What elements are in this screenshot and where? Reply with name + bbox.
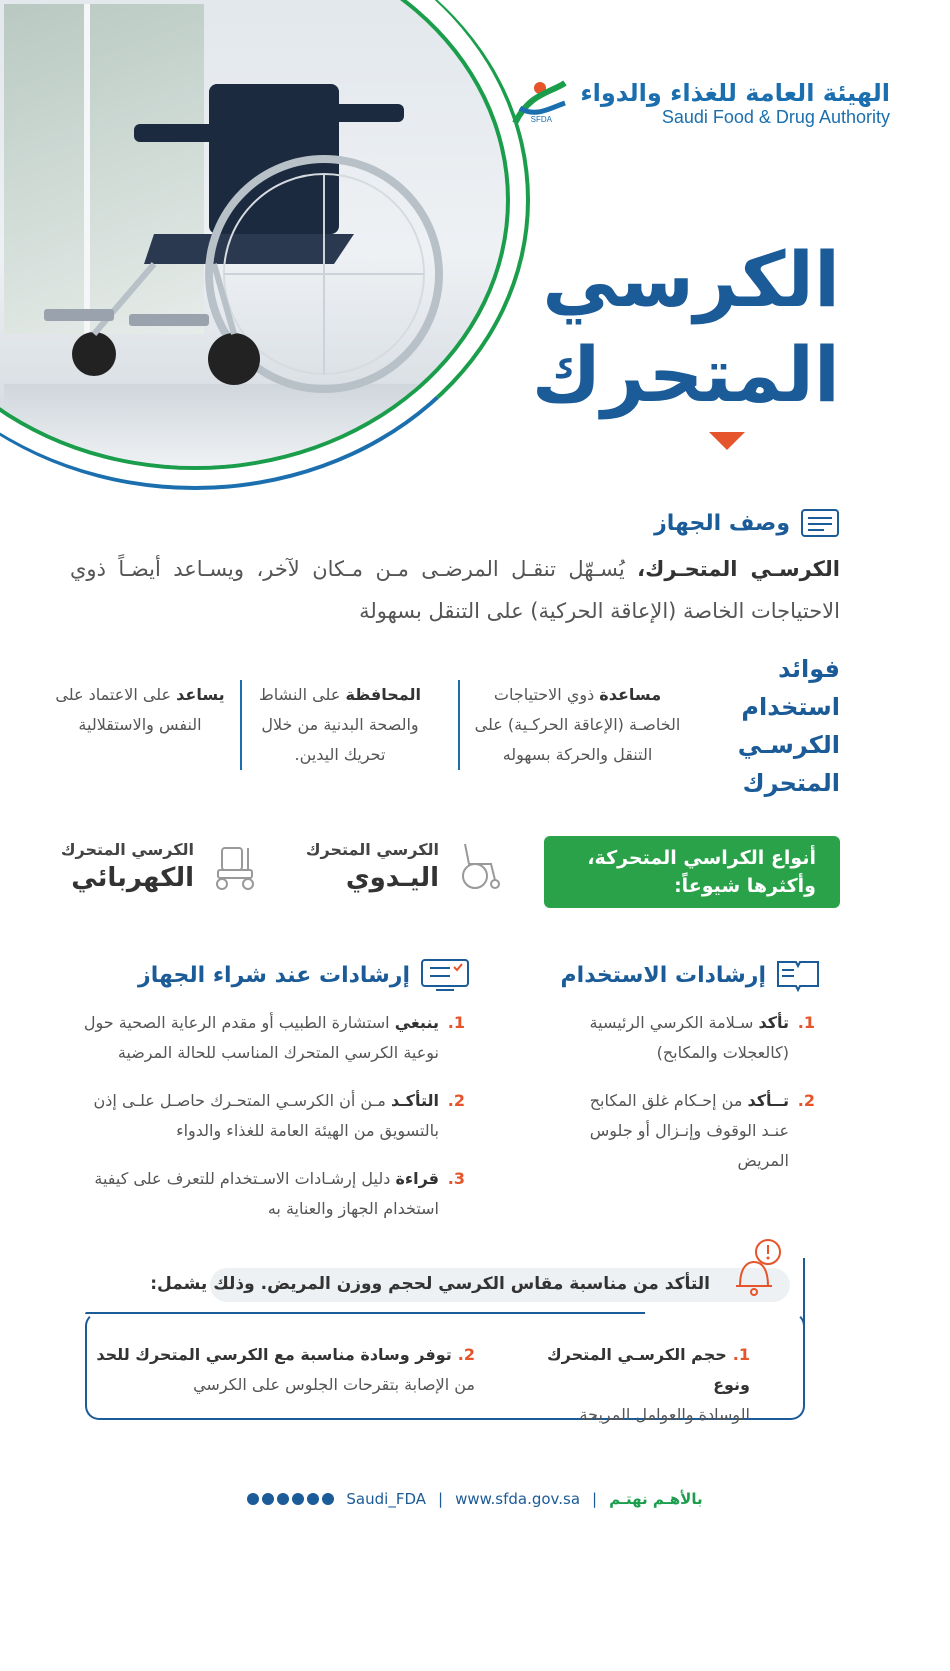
purchase-list [65,1008,465,1242]
logo-english-name: Saudi Food & Drug Authority [661,106,890,127]
fit-note-text: التأكد من مناسبة مقاس الكرسي لحجم ووزن المريض. وذلك يشمل: [150,1274,710,1294]
title-triangle-marker [709,432,745,450]
instagram-icon[interactable] [277,1493,289,1505]
hero-photo [0,0,510,470]
youtube-icon[interactable] [262,1493,274,1505]
twitter-icon[interactable] [307,1493,319,1505]
svg-text:SFDA: SFDA [531,115,553,124]
purchase-heading [138,958,470,992]
sfda-logo [510,78,890,128]
benefit-divider [458,680,460,770]
footer-separator: | [438,1490,444,1508]
page-title-line1: الكرسي [542,235,840,324]
usage-list [565,1008,815,1194]
logo-arabic-name: الهيئة العامة للغذاء والدواء [580,78,890,107]
wheelchair-types-box [544,836,840,908]
page-title-line2: المتحرك [531,330,840,419]
fit-note-frame-right [803,1258,805,1328]
usage-heading [561,958,820,992]
list-item: 2. تــأكد من إحـكام غلق المكابح عنـد الوقوف وإنـزال أو جلوس المريض [589,1091,815,1170]
description-text [70,548,840,632]
type-electric-name: الكهربائي [71,863,194,893]
list-item: 3. قراءة دليل إرشـادات الاسـتخدام للتعرف على كيفية استخدام الجهاز والعناية به [94,1169,465,1218]
types-heading-line2: وأكثرها شيوعاً: [674,875,816,897]
benefits-title: فوائد استخدام الكرسـي المتحرك [737,655,840,797]
list-item: 2. التأكـد مـن أن الكرسـي المتحـرك حاصـل علـى إذن بالتسويق من الهيئة العامة للغذاء والدواء [93,1091,465,1140]
electric-wheelchair-icon [208,840,260,892]
footer-separator: | [592,1490,598,1508]
purchase-heading-label: إرشادات عند شراء الجهاز [138,962,410,988]
usage-heading-label: إرشادات الاستخدام [560,962,766,988]
benefit-divider [240,680,242,770]
type-manual-label: الكرسي المتحرك [305,840,439,859]
description-heading [654,508,840,538]
book-icon [776,958,820,992]
document-icon [800,508,840,538]
type-manual [306,840,505,893]
footer-slogan: بالأهـم نهتـم [609,1490,703,1508]
type-electric [61,840,260,893]
description-body: يُسـهّل تنقـل المرضـى مـن مـكان لآخر، ويسـاعد أيضـاً ذوي الاحتياجات الخاصة (الإعاقة الحركية) على التنقل بسهولة [70,557,840,623]
social-icons [247,1493,334,1505]
wheelchair-photo-illustration [34,64,454,404]
alert-bell-icon [730,1234,790,1304]
list-item: 1. تأكد سـلامة الكرسي الرئيسية (كالعجلات والمكابح) [589,1013,815,1062]
description-lead: الكرسـي المتحـرك، [637,557,840,581]
type-manual-name: اليـدوي [345,863,439,893]
facebook-icon[interactable] [247,1493,259,1505]
benefit-item: المحافظة على النشاط والصحة البدنية من خلال تحريك اليدين. [259,685,421,764]
fit-item: 2.توفر وسادة مناسبة مع الكرسي المتحرك للحد من الإصابة بتقرحات الجلوس على الكرسي [96,1345,475,1394]
fit-item: 1.حجم الكرسـي المتحرك ونوع الوسادة والعوامل المريحة [546,1345,750,1424]
footer [0,1490,950,1508]
benefit-item: يساعد على الاعتماد على النفس والاستقلالية [55,685,225,734]
whatsapp-icon[interactable] [322,1493,334,1505]
list-item: 1. ينبغي استشارة الطبيب أو مقدم الرعاية الصحية حول نوعية الكرسي المتحرك المناسب للحالة المرضية [83,1013,465,1062]
fit-note-frame-top [85,1312,645,1314]
sfda-mark-icon [510,78,570,128]
checklist-monitor-icon [420,958,470,992]
footer-website-link[interactable]: www.sfda.gov.sa [455,1490,581,1508]
type-electric-label: الكرسي المتحرك [60,840,194,859]
manual-wheelchair-icon [453,840,505,892]
description-heading-label: وصف الجهاز [654,510,790,536]
snapchat-icon[interactable] [292,1493,304,1505]
benefit-item: مساعدة ذوي الاحتياجات الخاصـة (الإعاقة الحركـية) على التنقل والحركة بسهوله [474,685,681,764]
footer-handle[interactable]: Saudi_FDA [346,1490,426,1508]
types-heading-line1: أنواع الكراسي المتحركة، [587,847,816,869]
